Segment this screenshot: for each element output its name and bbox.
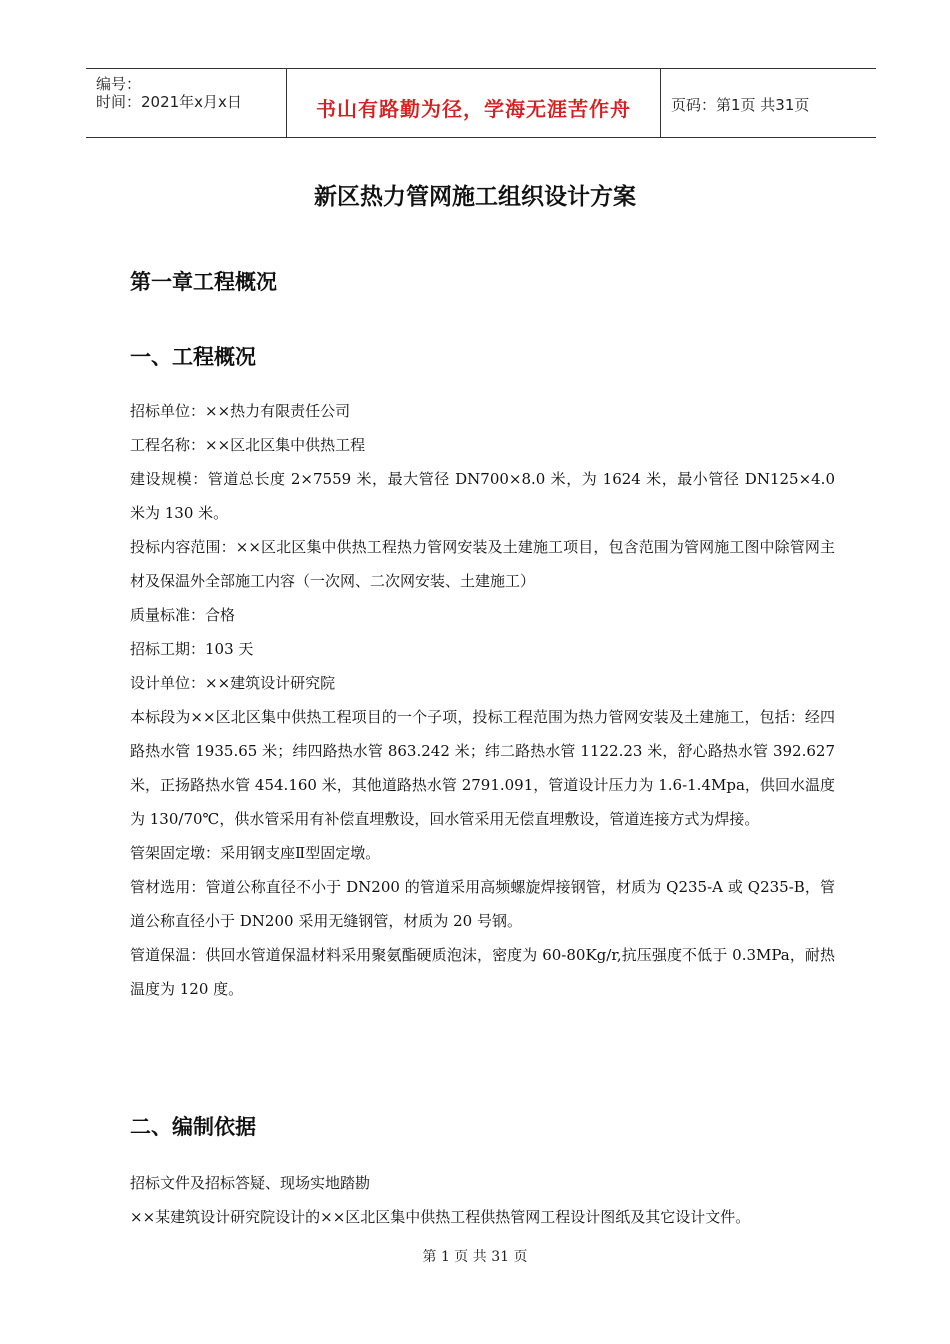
header-motto: 书山有路勤为径，学海无涯苦作舟 [316,97,631,121]
section-basis-body [130,1166,835,1234]
header-page-info: 页码：第1页 共31页 [671,96,810,114]
paragraph: 本标段为××区北区集中供热工程项目的一个子项，投标工程范围为热力管网安装及土建施工，包括：经四路热水管 1935.65 米；纬四路热水管 863.242 米；纬二路热水管 1122.23 米，舒心路热水管 392.627 米，正扬路热水管 454.160 米，其他道路热水管 2791.091，管道设计压力为 1.6-1.4Mpa，供回水温度为 130/70℃，供水管采用有补偿直埋敷设，回水管采用无偿直埋敷设，管道连接方式为焊接。 [130,708,835,828]
paragraph: 管架固定墩：采用钢支座Ⅱ型固定墩。 [130,844,381,862]
section-heading-overview: 一、工程概况 [130,345,256,369]
paragraph: 招标文件及招标答疑、现场实地踏勘 [130,1174,371,1192]
paragraph: 管道保温：供回水管道保温材料采用聚氨酯硬质泡沫，密度为 60-80Kg/r,抗压强度不低于 0.3MPa，耐热温度为 120 度。 [130,946,835,998]
paragraph: 工程名称：××区北区集中供热工程 [130,436,366,454]
header-meta-cell [86,69,287,137]
paragraph: 建设规模：管道总长度 2×7559 米，最大管径 DN700×8.0 米，为 1624 米，最小管径 DN125×4.0 米为 130 米。 [130,470,835,522]
paragraph: ××某建筑设计研究院设计的××区北区集中供热工程供热管网工程设计图纸及其它设计文件。 [130,1208,751,1226]
paragraph: 设计单位：××建筑设计研究院 [130,674,336,692]
paragraph: 招标单位：××热力有限责任公司 [130,402,351,420]
paragraph: 投标内容范围：××区北区集中供热工程热力管网安装及土建施工项目，包含范围为管网施工图中除管网主材及保温外全部施工内容（一次网、二次网安装、土建施工） [130,538,835,590]
chapter-heading: 第一章工程概况 [130,270,277,294]
document-title: 新区热力管网施工组织设计方案 [314,184,636,210]
section-overview-body [130,394,835,1006]
paragraph: 招标工期：103 天 [130,640,254,658]
header-page-cell [661,69,876,137]
document-code-label: 编号： [96,75,142,93]
document-time-label: 时间：2021年x月x日 [96,93,242,111]
paragraph: 管材选用：管道公称直径不小于 DN200 的管道采用高频螺旋焊接钢管，材质为 Q235-A 或 Q235-B，管道公称直径小于 DN200 采用无缝钢管，材质为 20 号钢。 [130,878,835,930]
paragraph: 质量标准：合格 [130,606,236,624]
header-motto-cell [287,69,661,137]
page-footer: 第 1 页 共 31 页 [422,1249,528,1265]
page-header [86,68,876,138]
section-heading-basis: 二、编制依据 [130,1115,256,1139]
